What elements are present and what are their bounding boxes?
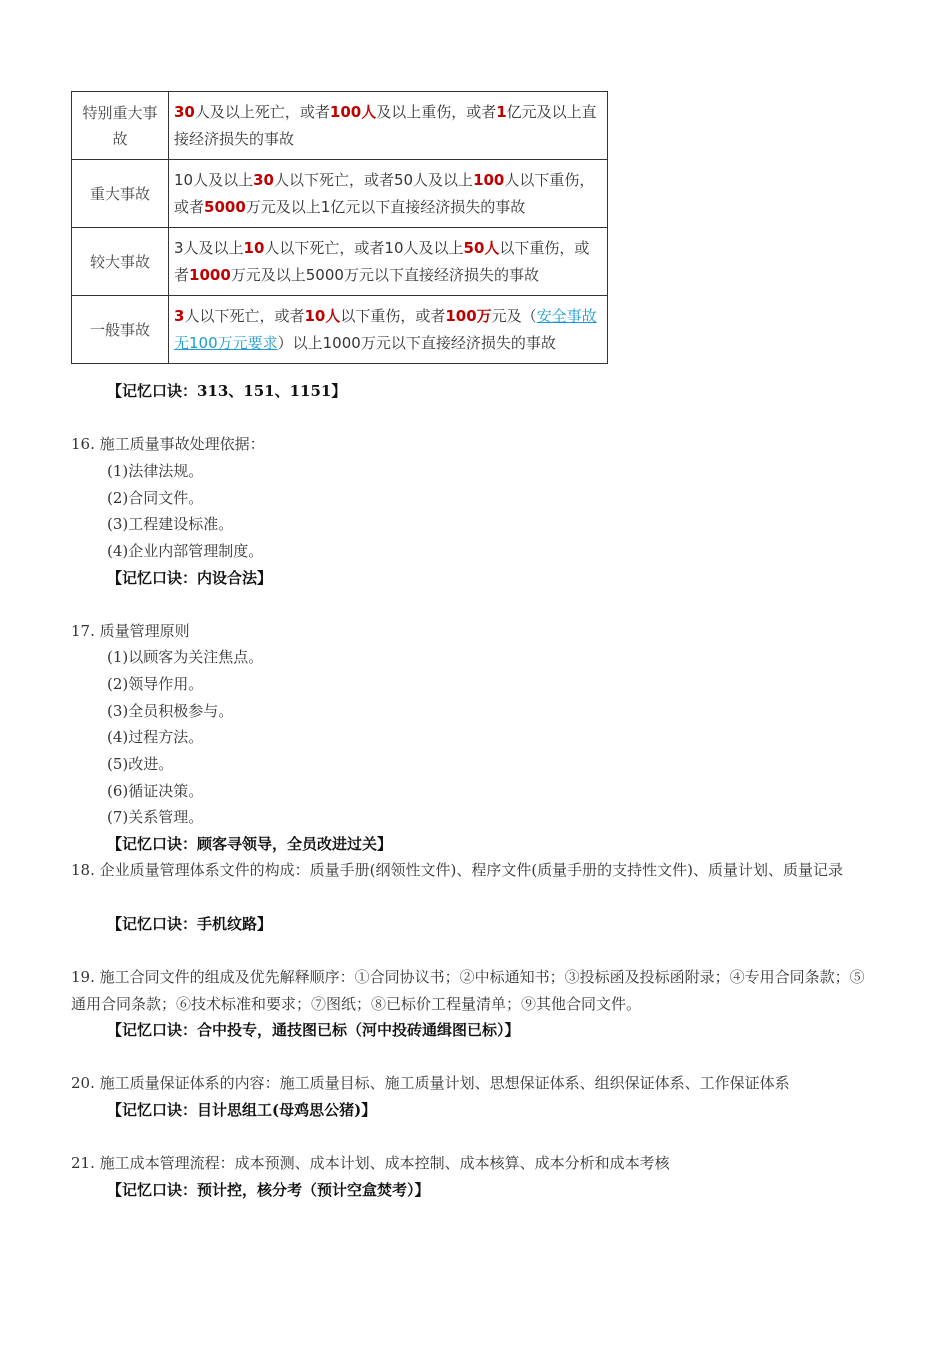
section-18-memo: 【记忆口诀：手机纹路】	[107, 915, 273, 933]
accident-row	[72, 296, 608, 364]
accident-row	[72, 228, 608, 296]
accident-criteria	[169, 296, 608, 364]
criteria-text: 人以下死亡，或者50人及以上	[273, 170, 474, 189]
highlight-value: 30	[253, 170, 274, 189]
criteria-text: 10人及以上	[174, 170, 254, 189]
section-17-item: (3)全员积极参与。	[107, 702, 234, 720]
highlight-value: 1000	[189, 265, 231, 284]
section-17-memo: 【记忆口诀：顾客寻领导，全员改进过关】	[107, 835, 393, 853]
criteria-text: 万元及以上5000万元以下直接经济损失的事故	[230, 265, 539, 284]
accident-criteria	[169, 160, 608, 228]
note-link[interactable]: 安全事故无100万元要求	[174, 306, 597, 352]
section-20-text: 20. 施工质量保证体系的内容：施工质量目标、施工质量计划、思想保证体系、组织保证体系、工作保证体系	[71, 1074, 790, 1092]
criteria-text: 以下重伤，或者	[174, 238, 590, 284]
accident-classification-table	[71, 91, 608, 364]
accident-level: 重大事故	[72, 160, 169, 228]
criteria-text: 人以下死亡，或者10人及以上	[264, 238, 464, 257]
highlight-value: 1	[496, 102, 507, 121]
criteria-text: 人及以上死亡，或者	[194, 102, 330, 121]
accident-criteria	[169, 228, 608, 296]
criteria-text: 3人及以上	[174, 238, 244, 257]
accident-level: 一般事故	[72, 296, 169, 364]
accident-criteria	[169, 92, 608, 160]
highlight-value: 100人	[329, 102, 377, 121]
highlight-value: 100万	[445, 306, 492, 325]
criteria-text: 人以下死亡，或者	[184, 306, 305, 325]
section-16-item: (4)企业内部管理制度。	[107, 542, 264, 560]
section-17-item: (5)改进。	[107, 755, 174, 773]
highlight-value: 10人	[304, 306, 341, 325]
highlight-value: 50人	[463, 238, 500, 257]
section-21-memo: 【记忆口诀：预计控，核分考（预计空盒焚考）】	[107, 1181, 430, 1199]
criteria-text: 人以下重伤，或者	[174, 170, 595, 216]
section-17-item: (6)循证决策。	[107, 782, 204, 800]
criteria-text: 亿元及以上直接经济损失的事故	[174, 102, 597, 148]
section-19-text: 19. 施工合同文件的组成及优先解释顺序：①合同协议书；②中标通知书；③投标函及投标函附录；④专用合同条款；⑤通用合同条款；⑥技术标准和要求；⑦图纸；⑧已标价工程量清单；⑨其他合同文件。	[71, 968, 865, 1013]
criteria-text: 以下重伤，或者	[340, 306, 446, 325]
section-17-item: (1)以顾客为关注焦点。	[107, 648, 264, 666]
section-16-item: (3)工程建设标准。	[107, 515, 234, 533]
criteria-text: 万元及以上1亿元以下直接经济损失的事故	[245, 197, 526, 216]
section-17-item: (4)过程方法。	[107, 728, 204, 746]
accident-row	[72, 92, 608, 160]
accident-level: 特别重大事故	[72, 92, 169, 160]
section-19-memo: 【记忆口诀：合中投专，通技图已标（河中投砖通缉图已标）】	[107, 1021, 520, 1039]
section-17-item: (7)关系管理。	[107, 808, 204, 826]
accident-row	[72, 160, 608, 228]
highlight-value: 100	[473, 170, 505, 189]
highlight-value: 3	[174, 306, 185, 325]
section-16-item: (1)法律法规。	[107, 462, 204, 480]
section-16-title: 16. 施工质量事故处理依据：	[71, 435, 265, 453]
memo-accident: 【记忆口诀：313、151、1151】	[107, 382, 347, 400]
criteria-text: 元及（	[491, 306, 537, 325]
accident-level: 较大事故	[72, 228, 169, 296]
criteria-text: ）以上1000万元以下直接经济损失的事故	[277, 333, 556, 352]
section-18-text: 18. 企业质量管理体系文件的构成：质量手册(纲领性文件)、程序文件(质量手册的支持性文件)、质量计划、质量记录	[71, 861, 844, 879]
highlight-value: 10	[243, 238, 265, 257]
section-16-item: (2)合同文件。	[107, 489, 204, 507]
section-16-memo: 【记忆口诀：内设合法】	[107, 569, 273, 587]
criteria-text: 及以上重伤，或者	[376, 102, 497, 121]
highlight-value: 30	[174, 102, 195, 121]
section-20-memo: 【记忆口诀：目计思组工(母鸡思公猪)】	[107, 1101, 377, 1119]
section-21-text: 21. 施工成本管理流程：成本预测、成本计划、成本控制、成本核算、成本分析和成本考核	[71, 1154, 670, 1172]
section-17-title: 17. 质量管理原则	[71, 622, 190, 640]
highlight-value: 5000	[204, 197, 246, 216]
section-17-item: (2)领导作用。	[107, 675, 204, 693]
